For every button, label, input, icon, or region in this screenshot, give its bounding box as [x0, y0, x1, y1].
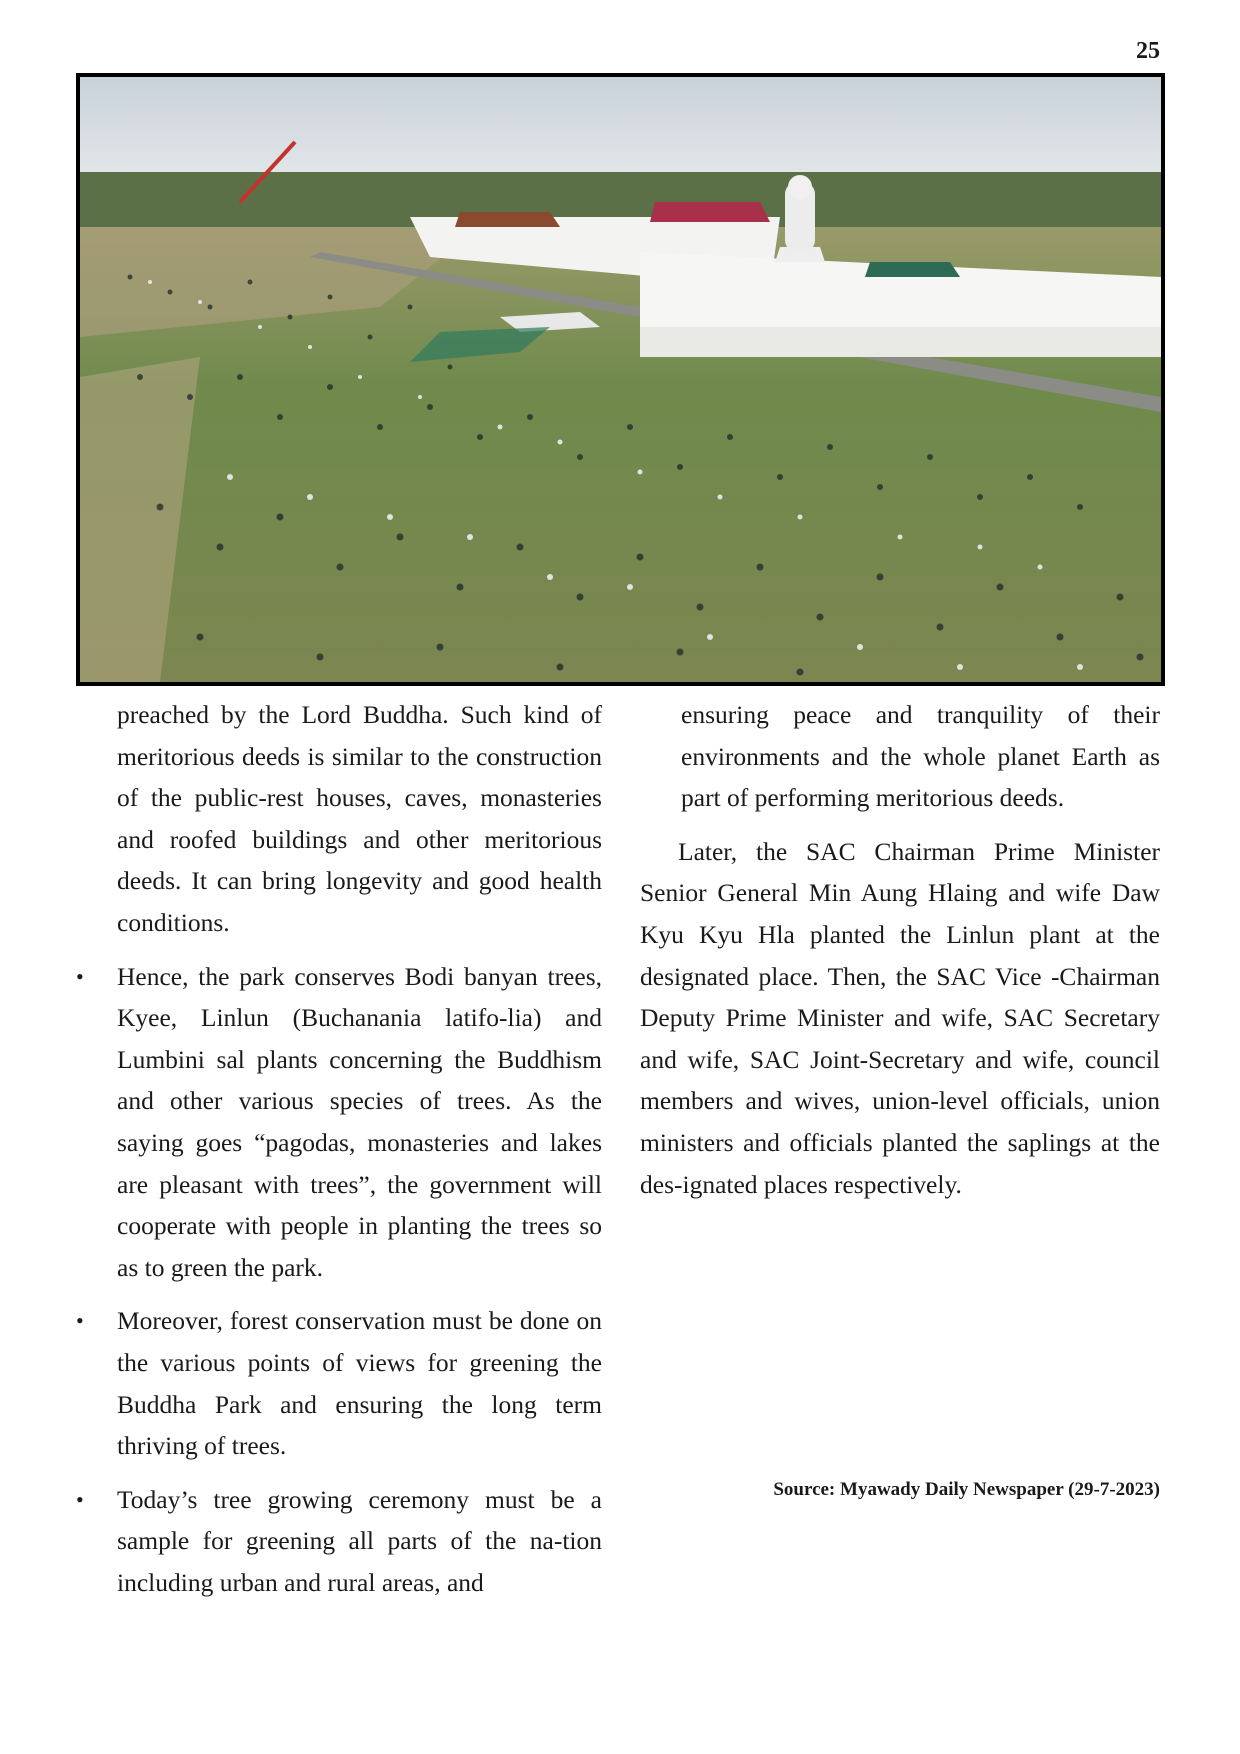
- list-item: [76, 1479, 602, 1604]
- list-item-text: Hence, the park conserves Bodi banyan trees, Kyee, Linlun (Buchanania latifo-lia) and Lumbini sal plants concerning the Buddhism and other various species of trees. As the saying goes “pagodas, monasteries and lakes are pleasant with trees”, the government will cooperate with people in planting the trees so as to green the park.: [117, 961, 602, 1282]
- list-item: [76, 956, 602, 1289]
- right-column: [640, 694, 1160, 1217]
- left-column: [76, 694, 602, 1615]
- page-number: 25: [1136, 38, 1160, 64]
- right-body-paragraph: Later, the SAC Chairman Prime Minister Senior General Min Aung Hlaing and wife Daw Kyu Kyu Hla planted the Linlun plant at the designated place. Then, the SAC Vice -Chairman Deputy Prime Minister and wife, SAC Secretary and wife, SAC Joint-Secretary and wife, council members and wives, union-level officials, union ministers and officials planted the saplings at the des-ignated places respectively.: [640, 836, 1160, 1199]
- bullet-icon: •: [76, 1486, 84, 1512]
- list-item: [76, 1300, 602, 1466]
- bullet-list: [76, 956, 602, 1604]
- aerial-park-photo-icon: [80, 77, 1161, 682]
- right-continuation-paragraph: ensuring peace and tranquility of their environments and the whole planet Earth as part of performing meritorious deeds.: [681, 700, 1160, 813]
- source-citation: Source: Myawady Daily Newspaper (29-7-2023): [773, 1479, 1160, 1500]
- list-item-text: Today’s tree growing ceremony must be a sample for greening all parts of the na-tion including urban and rural areas, and: [117, 1484, 602, 1597]
- left-continuation-paragraph: preached by the Lord Buddha. Such kind of meritorious deeds is similar to the construction of the public-rest houses, caves, monasteries and roofed buildings and other meritorious deeds. It can bring longevity and good health conditions.: [117, 700, 602, 937]
- bullet-icon: •: [76, 1308, 84, 1334]
- aerial-photo: [76, 73, 1165, 686]
- bullet-icon: •: [76, 963, 84, 989]
- list-item-text: Moreover, forest conservation must be done on the various points of views for greening the Buddha Park and ensuring the long term thriving of trees.: [117, 1306, 602, 1461]
